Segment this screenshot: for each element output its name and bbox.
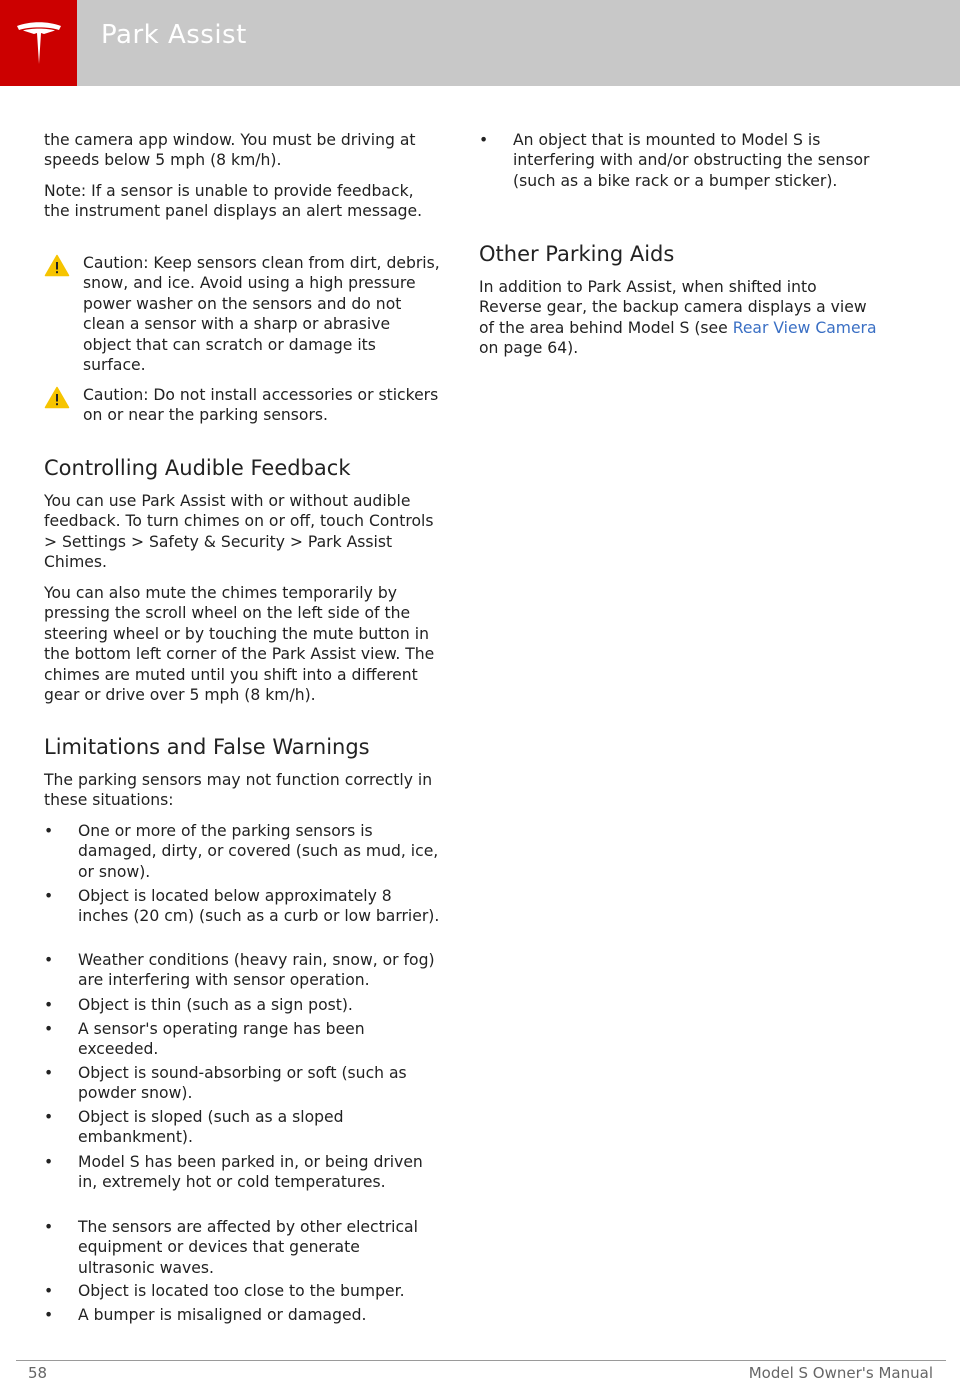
list-item: • An object that is mounted to Model S is interfering with and/or obstructing the sensor (such as a bike rack or a bumper sticker). — [479, 131, 870, 190]
footer-divider — [16, 1360, 946, 1361]
heading-limitations: Limitations and False Warnings — [44, 735, 370, 759]
list-item: • A bumper is misaligned or damaged. — [44, 1306, 367, 1324]
list-item: • Object is located too close to the bumper. — [44, 1282, 405, 1300]
brand-logo-box — [0, 0, 77, 86]
bullet-marker: • — [44, 1153, 54, 1171]
list-item: • The sensors are affected by other electrical equipment or devices that generate ultrasonic waves. — [44, 1218, 418, 1277]
caution-text: Caution: Do not install accessories or stickers on or near the parking sensors. — [83, 386, 439, 425]
page-title: Park Assist — [101, 20, 247, 50]
intro-paragraph: the camera app window. You must be driving at speeds below 5 mph (8 km/h). — [44, 131, 416, 170]
bullet-marker: • — [44, 1108, 54, 1126]
sensor-note: Note: If a sensor is unable to provide feedback, the instrument panel displays an alert message. — [44, 182, 423, 221]
page-number: 58 — [28, 1364, 48, 1382]
list-item: • Object is thin (such as a sign post). — [44, 996, 353, 1014]
limitations-intro: The parking sensors may not function correctly in these situations: — [44, 771, 433, 810]
list-item: • Object is located below approximately 8 inches (20 cm) (such as a curb or low barrier). — [44, 887, 440, 926]
bullet-marker: • — [44, 1020, 54, 1038]
list-item: • Object is sloped (such as a sloped embankment). — [44, 1108, 344, 1147]
page-header — [0, 0, 960, 86]
audible-paragraph-1: You can use Park Assist with or without audible feedback. To turn chimes on or off, touch Controls > Settings > Safety & Security > Park Assist Chimes. — [44, 492, 434, 572]
audible-paragraph-2: You can also mute the chimes temporarily by pressing the scroll wheel on the left side of the steering wheel or by touching the mute button in the bottom left corner of the Park Assist view. The chimes are muted until you shift into a different gear or drive over 5 mph (8 km/h). — [44, 584, 435, 705]
rear-view-camera-link[interactable]: Rear View Camera — [732, 318, 877, 337]
list-item: • A sensor's operating range has been exceeded. — [44, 1020, 365, 1059]
manual-name: Model S Owner's Manual — [748, 1364, 933, 1382]
tesla-logo-icon — [13, 17, 65, 69]
bullet-marker: • — [44, 1282, 54, 1300]
list-item: • Object is sound-absorbing or soft (such as powder snow). — [44, 1064, 407, 1103]
bullet-marker: • — [44, 996, 54, 1014]
bullet-marker: • — [44, 822, 54, 840]
bullet-marker: • — [479, 131, 489, 149]
other-parking-aids-paragraph: In addition to Park Assist, when shifted into Reverse gear, the backup camera displays a view of the area behind Model S (see Rear View Camera on page 64). — [479, 278, 877, 358]
list-item: • Weather conditions (heavy rain, snow, or fog) are interfering with sensor operation. — [44, 951, 435, 990]
heading-other-parking-aids: Other Parking Aids — [479, 242, 675, 266]
bullet-marker: • — [44, 887, 54, 905]
warning-icon — [44, 386, 70, 409]
bullet-marker: • — [44, 1064, 54, 1082]
bullet-marker: • — [44, 951, 54, 969]
heading-controlling-audible-feedback: Controlling Audible Feedback — [44, 456, 351, 480]
list-item: • Model S has been parked in, or being driven in, extremely hot or cold temperatures. — [44, 1153, 423, 1192]
caution-text: Caution: Keep sensors clean from dirt, debris, snow, and ice. Avoid using a high pressure power washer on the sensors and do not clean a sensor with a sharp or abrasive object that can scratch or damage its surface. — [83, 254, 440, 375]
list-item: • One or more of the parking sensors is damaged, dirty, or covered (such as mud, ice, or snow). — [44, 822, 439, 881]
warning-icon — [44, 254, 70, 277]
bullet-marker: • — [44, 1218, 54, 1236]
bullet-marker: • — [44, 1306, 54, 1324]
